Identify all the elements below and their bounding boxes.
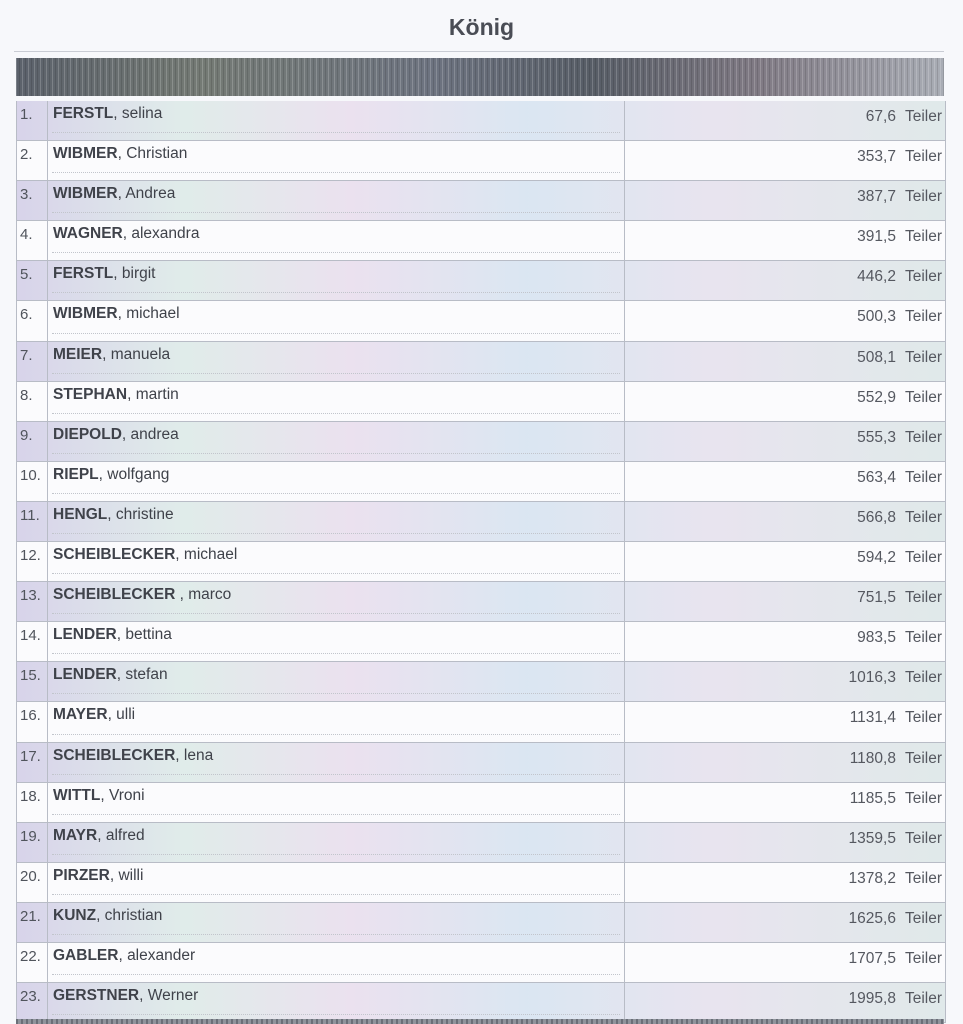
rank-cell: 11. — [17, 502, 48, 541]
name-cell — [48, 823, 625, 862]
firstname: , michael — [117, 305, 180, 323]
firstname: , Andrea — [117, 185, 176, 203]
surname: WIBMER — [53, 305, 118, 323]
score-cell — [625, 863, 945, 902]
table-row — [17, 101, 945, 141]
rank-cell: 10. — [17, 462, 48, 501]
score-cell — [625, 101, 945, 140]
table-header-bar — [16, 58, 944, 96]
firstname: , birgit — [113, 265, 156, 283]
dotted-line — [52, 974, 620, 975]
rank-cell: 16. — [17, 702, 48, 741]
surname: STEPHAN — [53, 385, 128, 403]
score-cell — [625, 943, 945, 982]
dotted-line — [52, 653, 620, 654]
name-cell — [48, 662, 625, 701]
surname: DIEPOLD — [53, 425, 122, 443]
dotted-line — [52, 172, 620, 173]
firstname: , christine — [107, 505, 174, 523]
score-unit: Teiler — [904, 508, 942, 526]
score-value: 1707,5 — [848, 949, 896, 967]
score-value: 500,3 — [857, 308, 896, 326]
dotted-line — [52, 212, 620, 213]
rank-cell: 13. — [17, 582, 48, 621]
name-cell — [48, 422, 625, 461]
rank-cell: 9. — [17, 422, 48, 461]
firstname: , alfred — [97, 826, 145, 844]
rank-cell: 7. — [17, 342, 48, 381]
firstname: , christian — [96, 906, 163, 924]
table-row — [17, 181, 945, 221]
dotted-line — [52, 373, 620, 374]
surname: LENDER — [53, 626, 117, 644]
table-row — [17, 823, 945, 863]
rank-cell: 14. — [17, 622, 48, 661]
rank-cell: 5. — [17, 261, 48, 300]
score-cell — [625, 823, 945, 862]
score-unit: Teiler — [904, 268, 942, 286]
firstname: , michael — [175, 546, 238, 564]
dotted-line — [52, 533, 620, 534]
surname: SCHEIBLECKER — [53, 586, 180, 604]
score-unit: Teiler — [904, 829, 942, 847]
dotted-line — [52, 132, 620, 133]
score-unit: Teiler — [904, 148, 942, 166]
score-cell — [625, 261, 945, 300]
score-value: 1995,8 — [848, 990, 896, 1008]
score-unit: Teiler — [904, 789, 942, 807]
name-cell — [48, 542, 625, 581]
score-value: 552,9 — [857, 388, 896, 406]
dotted-line — [52, 573, 620, 574]
firstname: , alexander — [118, 946, 196, 964]
score-value: 1625,6 — [848, 909, 896, 927]
surname: KUNZ — [53, 906, 97, 924]
table-row — [17, 301, 945, 341]
name-cell — [48, 502, 625, 541]
surname: WAGNER — [53, 225, 123, 243]
dotted-line — [52, 453, 620, 454]
name-cell — [48, 943, 625, 982]
score-cell — [625, 622, 945, 661]
score-value: 1185,5 — [849, 789, 896, 807]
name-cell — [48, 221, 625, 260]
name-cell — [48, 903, 625, 942]
rank-cell: 1. — [17, 101, 48, 140]
table-row — [17, 903, 945, 943]
score-value: 391,5 — [857, 228, 896, 246]
table-row — [17, 863, 945, 903]
name-cell — [48, 743, 625, 782]
rank-cell: 20. — [17, 863, 48, 902]
dotted-line — [52, 613, 620, 614]
score-cell — [625, 382, 945, 421]
dotted-line — [52, 693, 620, 694]
firstname: , alexandra — [122, 225, 200, 243]
surname: GERSTNER — [53, 987, 140, 1005]
dotted-line — [52, 814, 620, 815]
name-cell — [48, 863, 625, 902]
score-value: 594,2 — [857, 549, 896, 567]
page-title: König — [448, 14, 515, 40]
surname: MEIER — [53, 345, 103, 363]
name-cell — [48, 622, 625, 661]
firstname: , Vroni — [100, 786, 145, 804]
rank-cell: 19. — [17, 823, 48, 862]
surname: WITTL — [53, 786, 101, 804]
score-value: 751,5 — [857, 589, 896, 607]
rank-cell: 18. — [17, 783, 48, 822]
score-cell — [625, 181, 945, 220]
score-unit: Teiler — [904, 869, 942, 887]
score-value: 508,1 — [857, 348, 896, 366]
score-cell — [625, 462, 945, 501]
score-value: 446,2 — [857, 268, 896, 286]
rank-cell: 3. — [17, 181, 48, 220]
score-cell — [625, 422, 945, 461]
surname: WIBMER — [53, 185, 118, 203]
score-value: 353,7 — [857, 148, 896, 166]
score-value: 1180,8 — [849, 749, 896, 767]
surname: LENDER — [53, 666, 117, 684]
table-row — [17, 502, 945, 542]
score-unit: Teiler — [904, 749, 942, 767]
table-row — [17, 261, 945, 301]
name-cell — [48, 101, 625, 140]
name-cell — [48, 702, 625, 741]
rank-cell: 12. — [17, 542, 48, 581]
score-unit: Teiler — [904, 228, 942, 246]
score-unit: Teiler — [904, 949, 942, 967]
table-row — [17, 702, 945, 742]
score-cell — [625, 582, 945, 621]
table-row — [17, 382, 945, 422]
score-cell — [625, 502, 945, 541]
table-row — [17, 622, 945, 662]
table-row — [17, 662, 945, 702]
surname: FERSTL — [53, 265, 114, 283]
dotted-line — [52, 934, 620, 935]
name-cell — [48, 582, 625, 621]
firstname: , selina — [113, 105, 163, 122]
rank-cell: 4. — [17, 221, 48, 260]
firstname: , manuela — [102, 345, 171, 363]
name-cell — [48, 783, 625, 822]
rank-cell: 15. — [17, 662, 48, 701]
surname: MAYER — [53, 706, 108, 724]
score-unit: Teiler — [904, 909, 942, 927]
score-cell — [625, 662, 945, 701]
score-unit: Teiler — [904, 549, 942, 567]
dotted-line — [52, 493, 620, 494]
rank-cell: 21. — [17, 903, 48, 942]
dotted-line — [52, 854, 620, 855]
score-value: 1131,4 — [849, 709, 896, 727]
score-unit: Teiler — [904, 990, 942, 1008]
table-row — [17, 221, 945, 261]
score-value: 1378,2 — [848, 869, 896, 887]
name-cell — [48, 462, 625, 501]
rank-cell: 23. — [17, 983, 48, 1022]
score-value: 67,6 — [865, 108, 896, 125]
table-row — [17, 342, 945, 382]
dotted-line — [52, 1014, 620, 1015]
score-unit: Teiler — [904, 188, 942, 206]
surname: SCHEIBLECKER — [53, 746, 176, 764]
name-cell — [48, 301, 625, 340]
dotted-line — [52, 894, 620, 895]
table-bottom-edge — [16, 1019, 944, 1024]
dotted-line — [52, 292, 620, 293]
score-value: 1016,3 — [848, 669, 896, 687]
score-value: 563,4 — [857, 468, 896, 486]
firstname: , lena — [175, 746, 214, 764]
firstname: , ulli — [107, 706, 136, 724]
name-cell — [48, 342, 625, 381]
dotted-line — [52, 252, 620, 253]
firstname: , willi — [109, 866, 144, 884]
table-row — [17, 422, 945, 462]
score-value: 1359,5 — [848, 829, 896, 847]
score-cell — [625, 702, 945, 741]
table-row — [17, 542, 945, 582]
rank-cell: 2. — [17, 141, 48, 180]
dotted-line — [52, 774, 620, 775]
score-unit: Teiler — [904, 308, 942, 326]
score-cell — [625, 903, 945, 942]
score-unit: Teiler — [904, 589, 942, 607]
score-unit: Teiler — [904, 388, 942, 406]
table-row — [17, 943, 945, 983]
score-cell — [625, 301, 945, 340]
rank-cell: 8. — [17, 382, 48, 421]
surname: GABLER — [53, 946, 119, 964]
rank-cell: 17. — [17, 743, 48, 782]
rank-cell: 6. — [17, 301, 48, 340]
surname: PIRZER — [53, 866, 110, 884]
score-cell — [625, 743, 945, 782]
score-unit: Teiler — [904, 629, 942, 647]
surname: HENGL — [53, 505, 108, 523]
score-cell — [625, 783, 945, 822]
name-cell — [48, 141, 625, 180]
score-unit: Teiler — [904, 709, 942, 727]
firstname: , martin — [127, 385, 179, 403]
table-row — [17, 783, 945, 823]
firstname: , Werner — [139, 987, 199, 1005]
dotted-line — [52, 734, 620, 735]
name-cell — [48, 261, 625, 300]
score-unit: Teiler — [904, 108, 942, 125]
score-value: 566,8 — [857, 508, 896, 526]
firstname: , Christian — [117, 145, 188, 163]
firstname: , bettina — [116, 626, 172, 644]
firstname: , marco — [179, 586, 232, 604]
score-value: 983,5 — [857, 629, 896, 647]
score-cell — [625, 221, 945, 260]
score-unit: Teiler — [904, 468, 942, 486]
score-cell — [625, 542, 945, 581]
surname: FERSTL — [53, 105, 114, 122]
name-cell — [48, 983, 625, 1022]
surname: SCHEIBLECKER — [53, 546, 176, 564]
score-value: 387,7 — [857, 188, 896, 206]
ranking-table — [16, 101, 946, 1023]
score-unit: Teiler — [904, 428, 942, 446]
table-row — [17, 582, 945, 622]
rank-cell: 22. — [17, 943, 48, 982]
firstname: , andrea — [121, 425, 179, 443]
dotted-line — [52, 333, 620, 334]
surname: RIEPL — [53, 465, 99, 483]
score-cell — [625, 342, 945, 381]
divider — [14, 51, 944, 52]
dotted-line — [52, 413, 620, 414]
firstname: , stefan — [116, 666, 168, 684]
score-unit: Teiler — [904, 348, 942, 366]
score-value: 555,3 — [857, 428, 896, 446]
score-unit: Teiler — [904, 669, 942, 687]
table-row — [17, 983, 945, 1023]
name-cell — [48, 382, 625, 421]
table-row — [17, 141, 945, 181]
table-row — [17, 462, 945, 502]
table-row — [17, 743, 945, 783]
surname: WIBMER — [53, 145, 118, 163]
surname: MAYR — [53, 826, 98, 844]
name-cell — [48, 181, 625, 220]
firstname: , wolfgang — [98, 465, 170, 483]
score-cell — [625, 141, 945, 180]
score-cell — [625, 983, 945, 1022]
